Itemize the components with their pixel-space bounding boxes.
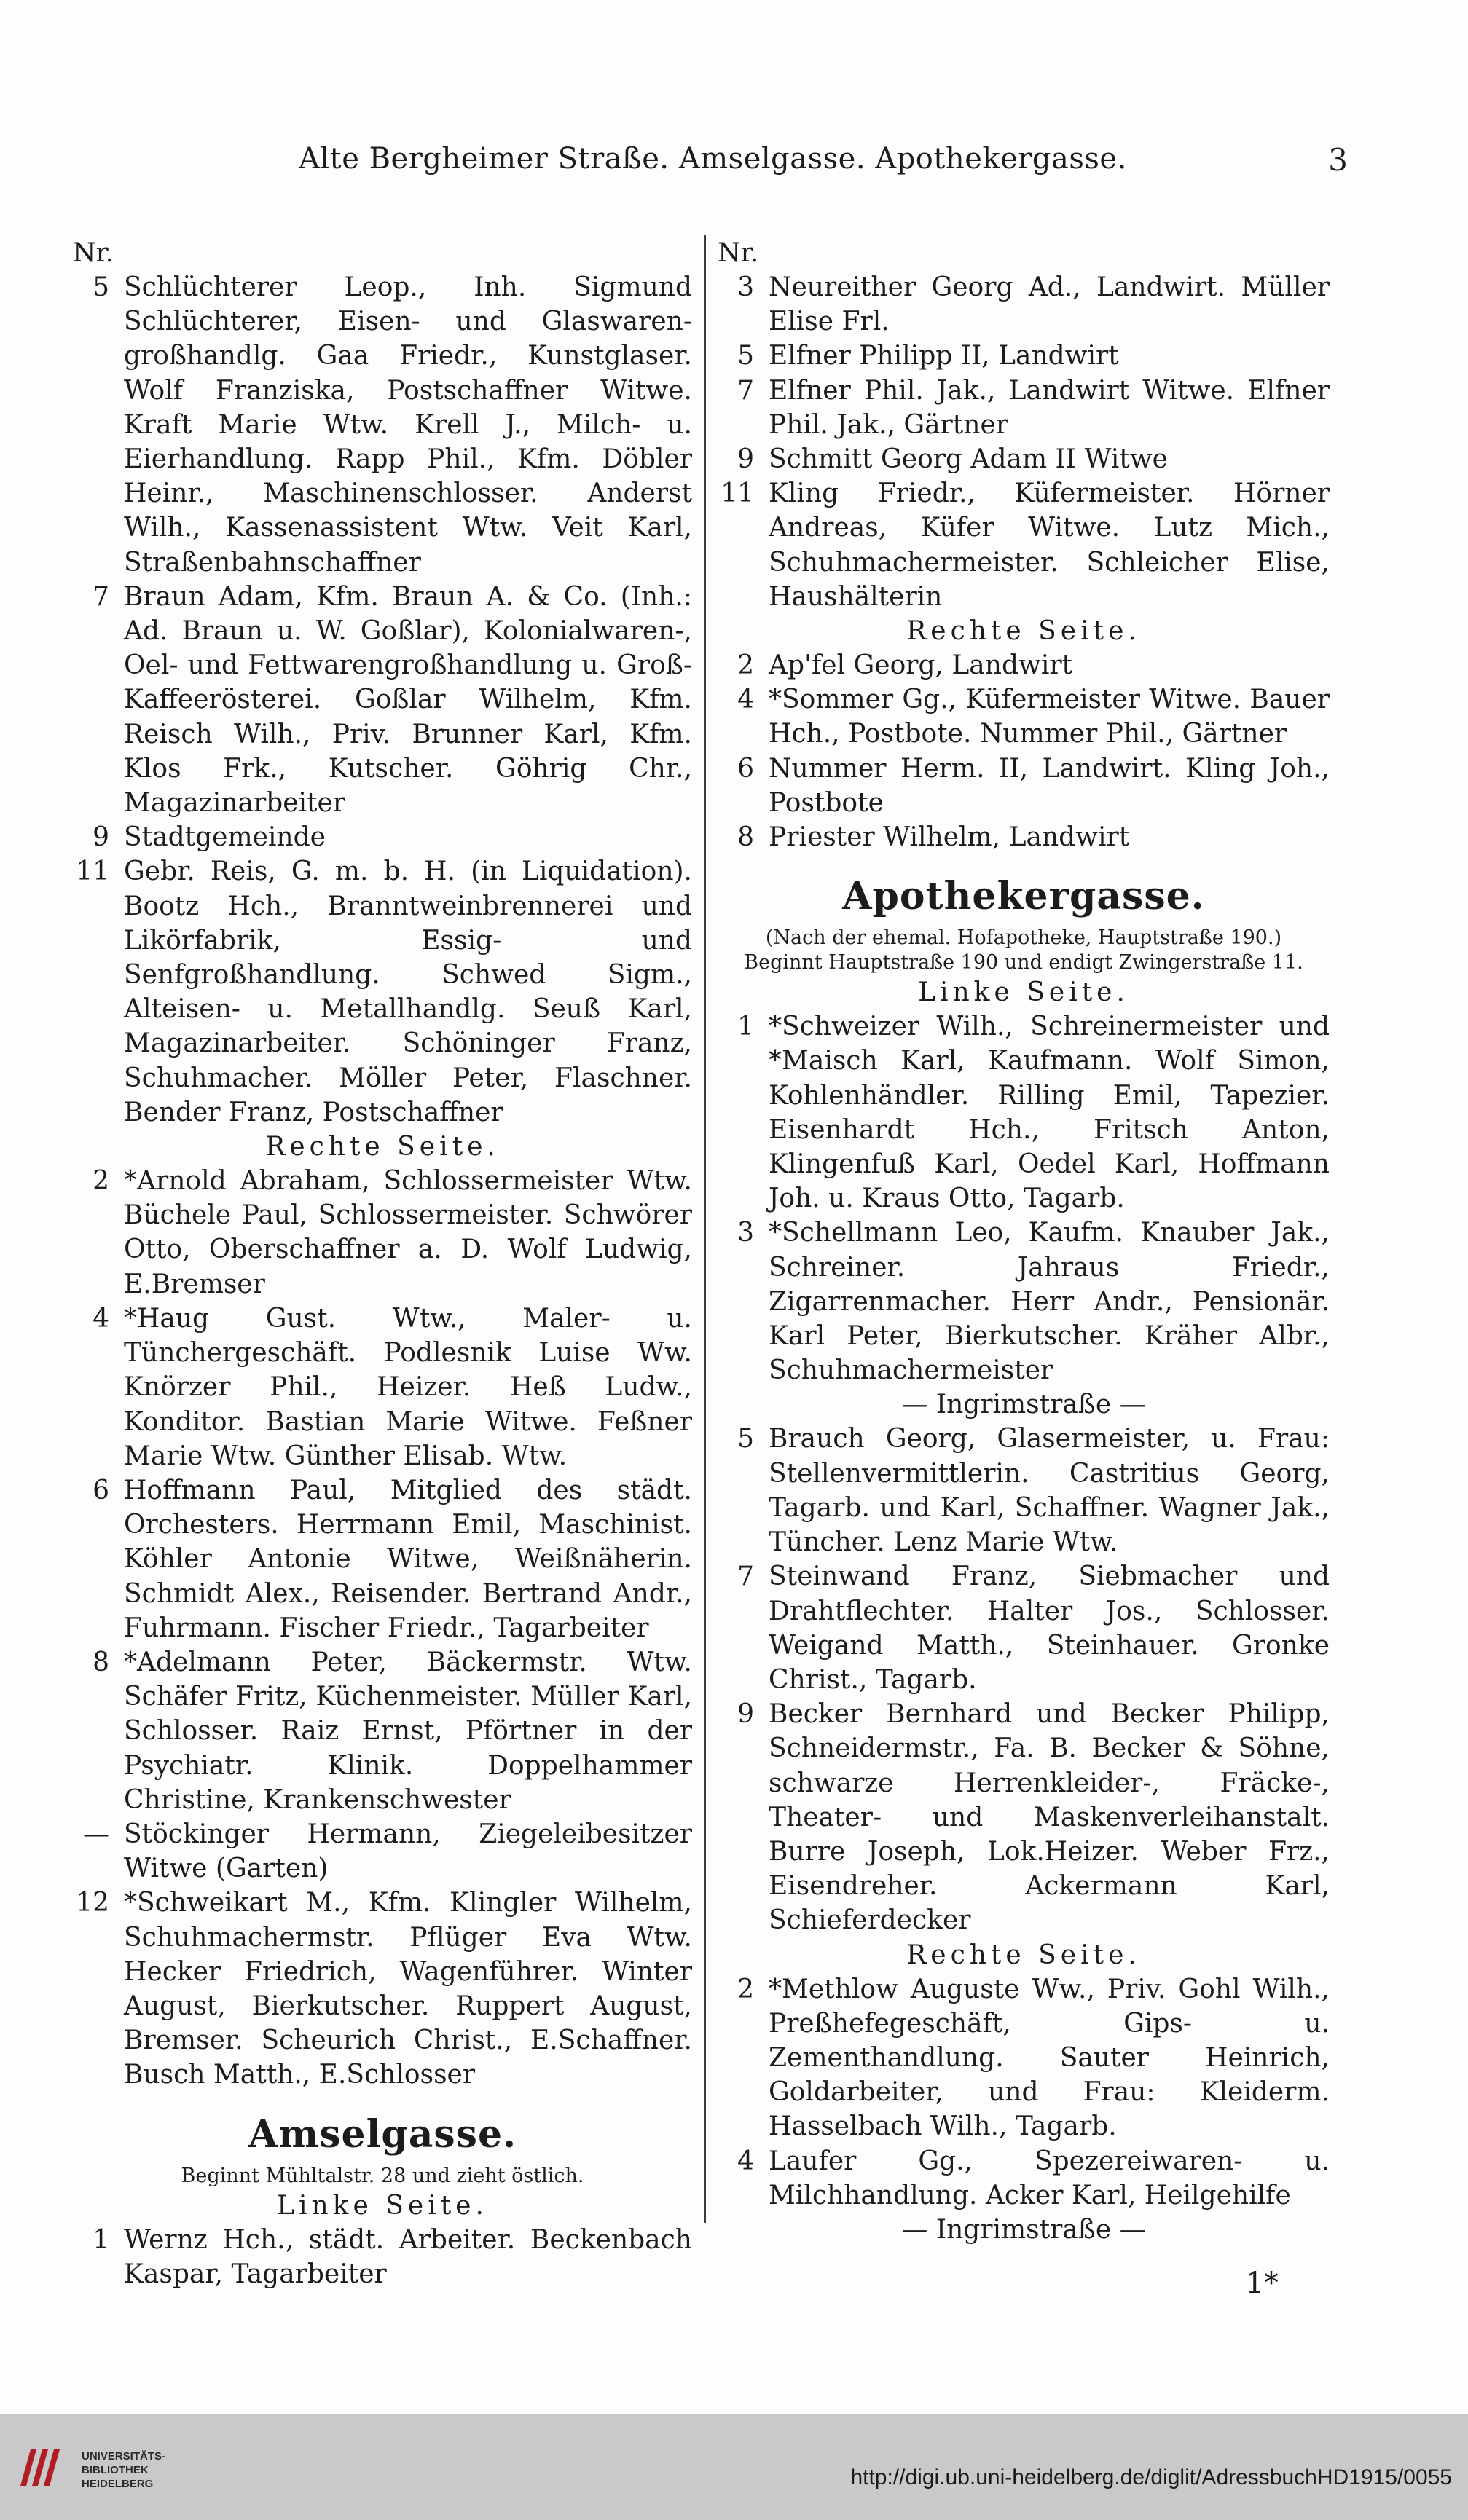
house-number: 1 bbox=[737, 1012, 754, 1042]
entry-list bbox=[73, 270, 692, 1130]
entry-list bbox=[73, 1164, 692, 2092]
page-header bbox=[73, 142, 1348, 193]
directory-entry bbox=[718, 1422, 1330, 1559]
directory-entry bbox=[73, 1645, 692, 1817]
directory-entry bbox=[718, 682, 1330, 751]
entry-text: Gebr. Reis, G. m. b. H. (in Liquidation). Bootz Hch., Branntweinbrennerei und Likörfabrik, Essig- und Senfgroßhandlung. Schwed Sigm., Alteisen- u. Metallhandlg. Seuß Karl, Magazinarbeiter. Schöninger Franz, Schuhmacher. Möller Peter, Flaschner. Bender Franz, Postschaffner bbox=[124, 857, 692, 1127]
house-number: 5 bbox=[93, 272, 109, 302]
directory-entry bbox=[73, 1302, 692, 1473]
library-name-line: HEIDELBERG bbox=[82, 2478, 154, 2490]
entry-text: Becker Bernhard und Becker Philipp, Schneidermstr., Fa. B. Becker & Söhne, schwarze Herrenkleider-, Fräcke-, Theater- und Maskenverleihanstalt. Burre Joseph, Lok.Heizer. Weber Frz., Eisendreher. Ackermann Karl, Schieferdecker bbox=[769, 1699, 1330, 1936]
entry-text: *Schweikart M., Kfm. Klingler Wilhelm, Schuhmachermstr. Pflüger Eva Wtw. Hecker Friedrich, Wagenführer. Winter August, Bierkutscher. Ruppert August, Bremser. Scheurich Christ., E.Schaffner. Busch Matth., E.Schlosser bbox=[124, 1888, 692, 2090]
street-heading-amselgasse: Amselgasse. bbox=[248, 2111, 517, 2157]
directory-entry bbox=[718, 2144, 1330, 2213]
entry-text: Stöckinger Hermann, Ziegeleibesitzer Witwe (Garten) bbox=[124, 1819, 692, 1884]
entry-text: *Adelmann Peter, Bäckermstr. Wtw. Schäfer Fritz, Küchenmeister. Müller Karl, Schlosser. Raiz Ernst, Pförtner in der Psychiatr. Klinik. Doppelhammer Christine, Krankenschwester bbox=[124, 1647, 692, 1815]
street-note: (Nach der ehemal. Hofapotheke, Hauptstraße 190.) bbox=[765, 926, 1282, 950]
side-label-right: Rechte Seite. bbox=[265, 1132, 500, 1162]
directory-entry bbox=[73, 854, 692, 1130]
street-heading-apothekergasse: Apothekergasse. bbox=[842, 874, 1205, 919]
entry-text: Kling Friedr., Küfermeister. Hörner Andreas, Küfer Witwe. Lutz Mich., Schuhmachermeister. Schleicher Elise, Haushälterin bbox=[769, 479, 1330, 612]
directory-entry bbox=[718, 1972, 1330, 2144]
directory-entry bbox=[718, 1559, 1330, 1697]
entry-text: Stadtgemeinde bbox=[124, 822, 326, 853]
library-name-line: UNIVERSITÄTS- bbox=[82, 2450, 166, 2462]
entry-text: Ap'fel Georg, Landwirt bbox=[769, 650, 1073, 681]
entry-list bbox=[718, 1009, 1330, 1387]
entry-text: *Schellmann Leo, Kaufm. Knauber Jak., Schreiner. Jahraus Friedr., Zigarrenmacher. Herr Andr., Pensionär. Karl Peter, Bierkutscher. Kräher Albr., Schuhmachermeister bbox=[769, 1218, 1330, 1386]
house-number: 2 bbox=[737, 650, 754, 681]
house-number: 9 bbox=[737, 444, 754, 475]
directory-entry bbox=[73, 270, 692, 580]
directory-entry bbox=[718, 1009, 1330, 1216]
entry-text: Priester Wilhelm, Landwirt bbox=[769, 822, 1130, 853]
directory-entry bbox=[718, 339, 1330, 373]
directory-entry bbox=[718, 442, 1330, 476]
directory-entry bbox=[718, 270, 1330, 339]
directory-entry bbox=[73, 820, 692, 854]
entry-list bbox=[718, 1972, 1330, 2213]
house-number: 2 bbox=[737, 1974, 754, 2004]
footer-bar bbox=[0, 2414, 1468, 2520]
entry-list bbox=[73, 2223, 692, 2291]
nr-label: Nr. bbox=[718, 238, 759, 268]
entry-text: Steinwand Franz, Siebmacher und Drahtflechter. Halter Jos., Schlosser. Weigand Matth., Steinhauer. Gronke Christ., Tagarb. bbox=[769, 1562, 1330, 1695]
directory-entry bbox=[718, 476, 1330, 614]
entry-text: *Haug Gust. Wtw., Maler- u. Tünchergeschäft. Podlesnik Luise Ww. Knörzer Phil., Heizer. Heß Ludw., Konditor. Bastian Marie Witwe. Feßner Marie Wtw. Günther Elisab. Wtw. bbox=[124, 1303, 692, 1471]
page-number: 3 bbox=[1328, 142, 1348, 178]
entry-list bbox=[718, 1422, 1330, 1937]
entry-text: Braun Adam, Kfm. Braun A. & Co. (Inh.: Ad. Braun u. W. Goßlar), Kolonialwaren-, Oel- und Fettwarengroßhandlung u. Groß-Kaffeerösterei. Goßlar Wilhelm, Kfm. Reisch Wilh., Priv. Brunner Karl, Kfm. Klos Frk., Kutscher. Göhrig Chr., Magazinarbeiter bbox=[124, 581, 692, 819]
directory-entry bbox=[73, 580, 692, 820]
house-number: 9 bbox=[93, 822, 109, 853]
entry-text: Hoffmann Paul, Mitglied des städt. Orchesters. Herrmann Emil, Maschinist. Köhler Antonie Witwe, Weißnäherin. Schmidt Alex., Reisender. Bertrand Andr., Fuhrmann. Fischer Friedr., Tagarbeiter bbox=[124, 1475, 692, 1643]
side-label-left: Linke Seite. bbox=[277, 2190, 488, 2221]
house-number: 6 bbox=[737, 753, 754, 784]
street-note: Beginnt Mühltalstr. 28 und zieht östlich. bbox=[181, 2164, 584, 2187]
house-number: 1 bbox=[93, 2224, 109, 2255]
street-note: Beginnt Hauptstraße 190 und endigt Zwingerstraße 11. bbox=[744, 951, 1303, 974]
house-number: 6 bbox=[93, 1475, 109, 1505]
entry-list bbox=[718, 270, 1330, 614]
directory-entry bbox=[73, 1164, 692, 1302]
directory-entry bbox=[718, 1216, 1330, 1387]
source-url-link[interactable]: http://digi.ub.uni-heidelberg.de/diglit/AdressbuchHD1915/0055 bbox=[850, 2465, 1452, 2489]
house-number: 3 bbox=[737, 1218, 754, 1248]
house-number: 2 bbox=[93, 1166, 109, 1197]
directory-entry bbox=[73, 1886, 692, 2092]
right-column bbox=[718, 237, 1330, 2305]
entry-text: *Methlow Auguste Ww., Priv. Gohl Wilh., Preßhefegeschäft, Gips- u. Zementhandlung. Sauter Heinrich, Goldarbeiter, und Frau: Kleiderm. Hasselbach Wilh., Tagarb. bbox=[769, 1974, 1330, 2142]
house-number: 4 bbox=[737, 685, 754, 715]
house-number: 11 bbox=[721, 479, 754, 509]
entry-list bbox=[718, 648, 1330, 854]
side-label-left: Linke Seite. bbox=[918, 977, 1129, 1008]
column-divider bbox=[704, 235, 706, 2223]
entry-text: Elfner Phil. Jak., Landwirt Witwe. Elfner Phil. Jak., Gärtner bbox=[769, 375, 1330, 440]
house-number: 7 bbox=[737, 1562, 754, 1592]
directory-entry bbox=[718, 752, 1330, 820]
entry-text: Wernz Hch., städt. Arbeiter. Beckenbach Kaspar, Tagarbeiter bbox=[124, 2224, 692, 2289]
house-number: 7 bbox=[737, 375, 754, 406]
house-number: 5 bbox=[737, 341, 754, 371]
entry-text: Schlüchterer Leop., Inh. Sigmund Schlüchterer, Eisen- und Glaswaren-großhandlg. Gaa Friedr., Kunstglaser. Wolf Franziska, Postschaffner Witwe. Kraft Marie Wtw. Krell J., Milch- u. Eierhandlung. Rapp Phil., Kfm. Döbler Heinr., Maschinenschlosser. Anderst Wilh., Kassenassistent Wtw. Veit Karl, Straßenbahnschaffner bbox=[124, 272, 692, 578]
running-title: Alte Bergheimer Straße. Amselgasse. Apothekergasse. bbox=[299, 142, 1127, 176]
directory-entry bbox=[718, 820, 1330, 854]
directory-entry bbox=[718, 374, 1330, 442]
entry-text: Laufer Gg., Spezereiwaren- u. Milchhandlung. Acker Karl, Heilgehilfe bbox=[769, 2146, 1330, 2210]
entry-text: *Sommer Gg., Küfermeister Witwe. Bauer Hch., Postbote. Nummer Phil., Gärtner bbox=[769, 685, 1330, 749]
library-name bbox=[82, 2449, 165, 2491]
cross-street: — Ingrimstraße — bbox=[901, 1390, 1146, 1420]
entry-text: *Arnold Abraham, Schlossermeister Wtw. Büchele Paul, Schlossermeister. Schwörer Otto, Oberschaffner a. D. Wolf Ludwig, E.Bremser bbox=[124, 1166, 692, 1299]
entry-text: Nummer Herm. II, Landwirt. Kling Joh., Postbote bbox=[769, 753, 1330, 818]
house-number: 9 bbox=[737, 1699, 754, 1730]
entry-text: Neureither Georg Ad., Landwirt. Müller Elise Frl. bbox=[769, 272, 1330, 337]
house-number: 8 bbox=[93, 1647, 109, 1677]
signature-mark: 1* bbox=[1245, 2266, 1279, 2300]
house-number: 8 bbox=[737, 822, 754, 853]
directory-entry bbox=[718, 1697, 1330, 1937]
house-number: — bbox=[83, 1819, 109, 1849]
entry-text: Brauch Georg, Glasermeister, u. Frau: Stellenvermittlerin. Castritius Georg, Tagarb. und Karl, Schaffner. Wagner Jak., Tüncher. Lenz Marie Wtw. bbox=[769, 1424, 1330, 1558]
house-number: 5 bbox=[737, 1424, 754, 1454]
university-logo-icon bbox=[16, 2445, 61, 2490]
entry-text: Schmitt Georg Adam II Witwe bbox=[769, 444, 1168, 475]
directory-entry bbox=[73, 2223, 692, 2291]
directory-entry bbox=[718, 648, 1330, 682]
library-name-line: BIBLIOTHEK bbox=[82, 2464, 149, 2476]
directory-entry bbox=[73, 1473, 692, 1645]
house-number: 4 bbox=[737, 2146, 754, 2176]
cross-street: — Ingrimstraße — bbox=[901, 2214, 1146, 2245]
side-label-right: Rechte Seite. bbox=[906, 616, 1141, 647]
house-number: 3 bbox=[737, 272, 754, 302]
house-number: 7 bbox=[93, 581, 109, 612]
house-number: 4 bbox=[93, 1303, 109, 1334]
nr-label: Nr. bbox=[73, 238, 114, 268]
entry-text: Elfner Philipp II, Landwirt bbox=[769, 341, 1119, 371]
house-number: 12 bbox=[76, 1888, 109, 1918]
left-column bbox=[73, 237, 692, 2291]
entry-text: *Schweizer Wilh., Schreinermeister und *Maisch Karl, Kaufmann. Wolf Simon, Kohlenhändler. Rilling Emil, Tapezier. Eisenhardt Hch., Fritsch Anton, Klingenfuß Karl, Oedel Karl, Hoffmann Joh. u. Kraus Otto, Tagarb. bbox=[769, 1012, 1330, 1214]
house-number: 11 bbox=[76, 857, 109, 887]
directory-entry bbox=[73, 1817, 692, 1886]
side-label-right: Rechte Seite. bbox=[906, 1940, 1141, 1970]
